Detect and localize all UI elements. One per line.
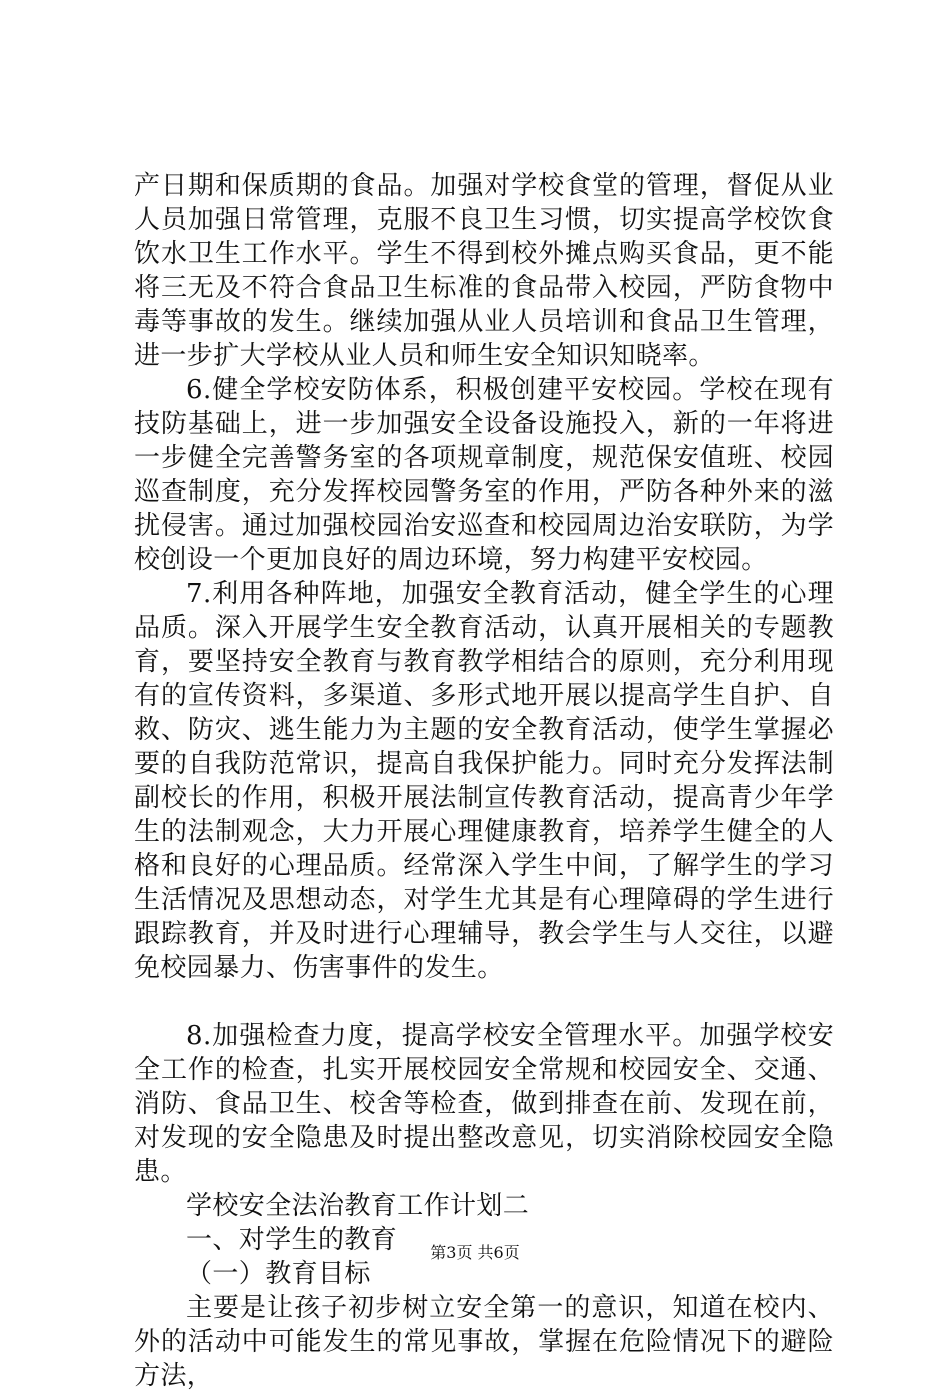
paragraph-item-6: 6.健全学校安防体系，积极创建平安校园。学校在现有技防基础上，进一步加强安全设备设施投入，新的一年将进一步健全完善警务室的各项规章制度，规范保安值班、校园巡查制度，充分发挥校园警务室的作用，严防各种外来的滋扰侵害。通过加强校园治安巡查和校园周边治安联防，为学校创设一个更加良好的周边环境，努力构建平安校园。 xyxy=(134,375,834,575)
paragraph-spacer xyxy=(134,985,834,1019)
page-number-footer: 第3页 共6页 xyxy=(430,1243,520,1262)
paragraph-item-7: 7.利用各种阵地，加强安全教育活动，健全学生的心理品质。深入开展学生安全教育活动，认真开展相关的专题教育，要坚持安全教育与教育教学相结合的原则，充分利用现有的宣传资料，多渠道、多形式地开展以提高学生自护、自救、防灾、逃生能力为主题的安全教育活动，使学生掌握必要的自我防范常识，提高自我保护能力。同时充分发挥法制副校长的作用，积极开展法制宣传教育活动，提高青少年学生的法制观念，大力开展心理健康教育，培养学生健全的人格和良好的心理品质。经常深入学生中间，了解学生的学习生活情况及思想动态，对学生尤其是有心理障碍的学生进行跟踪教育，并及时进行心理辅导，教会学生与人交往，以避免校园暴力、伤害事件的发生。 xyxy=(134,579,834,983)
paragraph-education-goals: 主要是让孩子初步树立安全第一的意识，知道在校内、外的活动中可能发生的常见事故，掌握在危险情况下的避险方法， xyxy=(134,1293,834,1391)
paragraph-food-safety-continued: 产日期和保质期的食品。加强对学校食堂的管理，督促从业人员加强日常管理，克服不良卫生习惯，切实提高学校饮食饮水卫生工作水平。学生不得到校外摊点购买食品，更不能将三无及不符合食品卫生标准的食品带入校园，严防食物中毒等事故的发生。继续加强从业人员培训和食品卫生管理，进一步扩大学校从业人员和师生安全知识知晓率。 xyxy=(134,171,834,371)
subsection-heading-education-goals: （一）教育目标 xyxy=(186,1259,371,1289)
section-heading-student-education: 一、对学生的教育 xyxy=(186,1225,398,1255)
paragraph-item-8: 8.加强检查力度，提高学校安全管理水平。加强学校安全工作的检查，扎实开展校园安全常规和校园安全、交通、消防、食品卫生、校舍等检查，做到排查在前、发现在前，对发现的安全隐患及时提出整改意见，切实消除校园安全隐患。 xyxy=(134,1021,834,1187)
section-title-plan-two: 学校安全法治教育工作计划二 xyxy=(186,1191,530,1221)
document-body xyxy=(134,169,834,1393)
